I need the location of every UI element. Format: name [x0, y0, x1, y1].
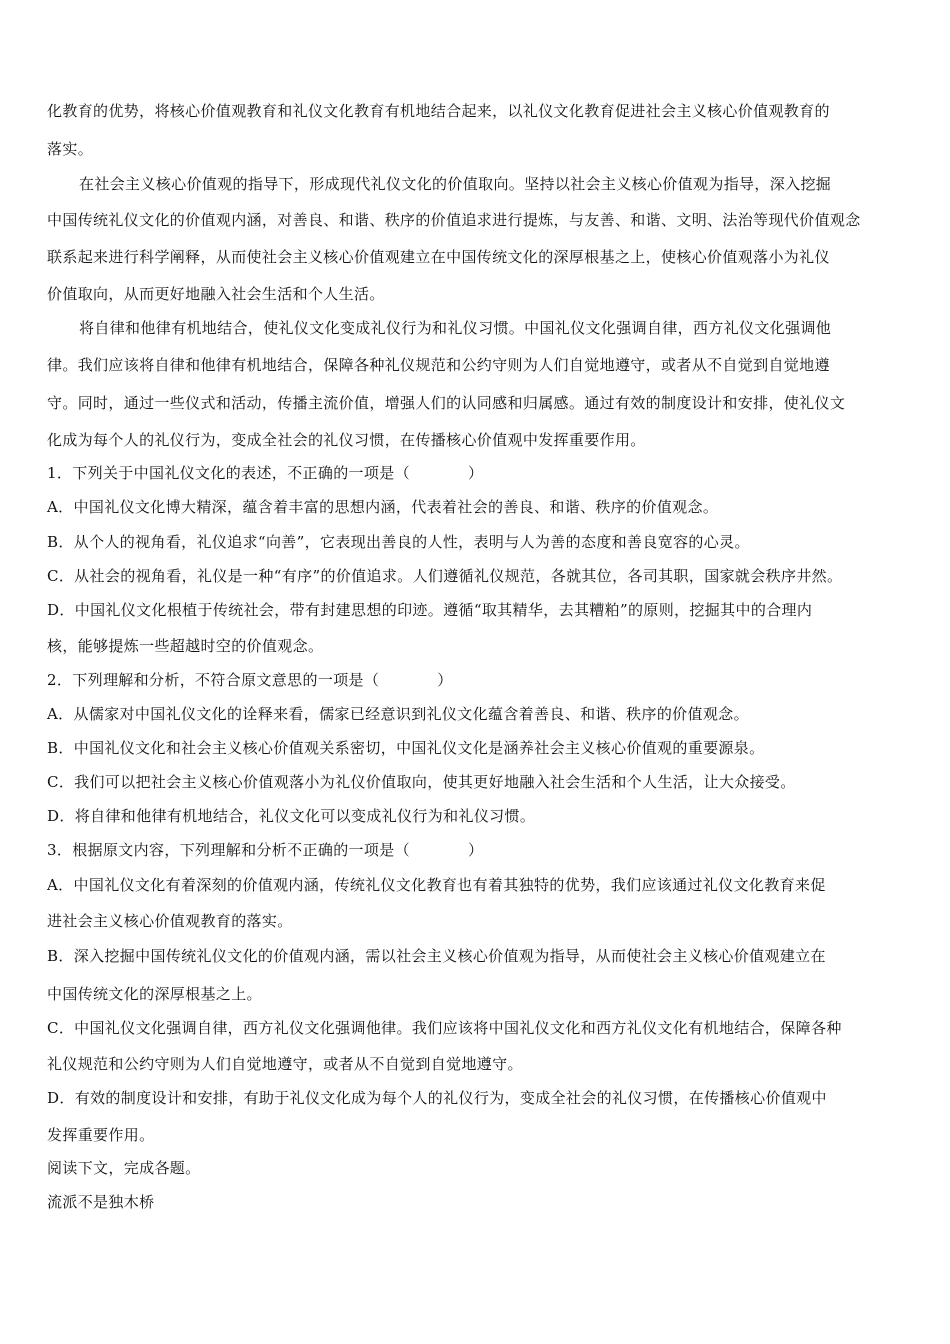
section-instruction: 阅读下文，完成各题。 — [47, 1159, 201, 1177]
option-d: D．将自律和他律有机地结合，礼仪文化可以变成礼仪行为和礼仪习惯。 — [47, 807, 536, 825]
question-stem-close: ） — [467, 464, 484, 482]
passage-line: 化成为每个人的礼仪行为，变成全社会的礼仪习惯，在传播核心价值观中发挥重要作用。 — [47, 431, 646, 449]
option-b: B．中国礼仪文化和社会主义核心价值观关系密切，中国礼仪文化是涵养社会主义核心价值观的重要源泉。 — [47, 739, 765, 757]
option-c-continued: 礼仪规范和公约守则为人们自觉地遵守，或者从不自觉到自觉地遵守。 — [47, 1055, 523, 1073]
question-stem-close: ） — [467, 841, 484, 859]
passage-line: 化教育的优势，将核心价值观教育和礼仪文化教育有机地结合起来，以礼仪文化教育促进社会主义核心价值观教育的 — [47, 102, 830, 120]
passage-line: 落实。 — [47, 140, 94, 158]
section-title: 流派不是独木桥 — [47, 1193, 155, 1211]
option-c: C．我们可以把社会主义核心价值观落小为礼仪价值取向，使其更好地融入社会生活和个人生活，让大众接受。 — [47, 773, 796, 791]
option-d: D．中国礼仪文化根植于传统社会，带有封建思想的印迹。遵循“取其精华，去其糟粕”的原则，挖掘其中的合理内 — [47, 601, 813, 619]
question-stem-text: 2．下列理解和分析，不符合原文意思的一项是（ — [47, 671, 380, 689]
option-d-continued: 发挥重要作用。 — [47, 1126, 155, 1144]
question-stem-text: 3．根据原文内容，下列理解和分析不正确的一项是（ — [47, 841, 410, 859]
option-a-continued: 进社会主义核心价值观教育的落实。 — [47, 912, 293, 930]
passage-line: 律。我们应该将自律和他律有机地结合，保障各种礼仪规范和公约守则为人们自觉地遵守，或者从不自觉到自觉地遵 — [47, 356, 830, 374]
passage-line: 守。同时，通过一些仪式和活动，传播主流价值，增强人们的认同感和归属感。通过有效的制度设计和安排，使礼仪文 — [47, 394, 846, 412]
option-a: A．中国礼仪文化博大精深，蕴含着丰富的思想内涵，代表着社会的善良、和谐、秩序的价值观念。 — [47, 498, 719, 516]
option-c: C．从社会的视角看，礼仪是一种“有序”的价值追求。人们遵循礼仪规范，各就其位，各司其职，国家就会秩序井然。 — [47, 567, 843, 585]
option-a: A．中国礼仪文化有着深刻的价值观内涵，传统礼仪文化教育也有着其独特的优势，我们应该通过礼仪文化教育来促 — [47, 876, 826, 894]
option-b: B．从个人的视角看，礼仪追求“向善”，它表现出善良的人性，表明与人为善的态度和善良宽容的心灵。 — [47, 533, 750, 551]
question-stem-1 — [47, 463, 483, 483]
passage-line: 中国传统礼仪文化的价值观内涵，对善良、和谐、秩序的价值追求进行提炼，与友善、和谐、文明、法治等现代价值观念 — [47, 211, 861, 229]
passage-line: 联系起来进行科学阐释，从而使社会主义核心价值观建立在中国传统文化的深厚根基之上，使核心价值观落小为礼仪 — [47, 248, 830, 266]
passage-line: 将自律和他律有机地结合，使礼仪文化变成礼仪行为和礼仪习惯。中国礼仪文化强调自律，西方礼仪文化强调他 — [79, 319, 832, 337]
option-b-continued: 中国传统文化的深厚根基之上。 — [47, 985, 262, 1003]
question-stem-3 — [47, 840, 483, 860]
question-stem-2 — [47, 670, 453, 690]
option-b: B．深入挖掘中国传统礼仪文化的价值观内涵，需以社会主义核心价值观为指导，从而使社会主义核心价值观建立在 — [47, 947, 826, 965]
passage-line: 在社会主义核心价值观的指导下，形成现代礼仪文化的价值取向。坚持以社会主义核心价值观为指导，深入挖掘 — [79, 175, 832, 193]
passage-line: 价值取向，从而更好地融入社会生活和个人生活。 — [47, 285, 385, 303]
option-d-continued: 核，能够提炼一些超越时空的价值观念。 — [47, 637, 324, 655]
option-d: D．有效的制度设计和安排，有助于礼仪文化成为每个人的礼仪行为，变成全社会的礼仪习惯，在传播核心价值观中 — [47, 1089, 827, 1107]
option-c: C．中国礼仪文化强调自律，西方礼仪文化强调他律。我们应该将中国礼仪文化和西方礼仪文化有机地结合，保障各种 — [47, 1019, 842, 1037]
question-stem-text: 1．下列关于中国礼仪文化的表述，不正确的一项是（ — [47, 464, 410, 482]
option-a: A．从儒家对中国礼仪文化的诠释来看，儒家已经意识到礼仪文化蕴含着善良、和谐、秩序的价值观念。 — [47, 705, 749, 723]
question-stem-close: ） — [437, 671, 453, 689]
